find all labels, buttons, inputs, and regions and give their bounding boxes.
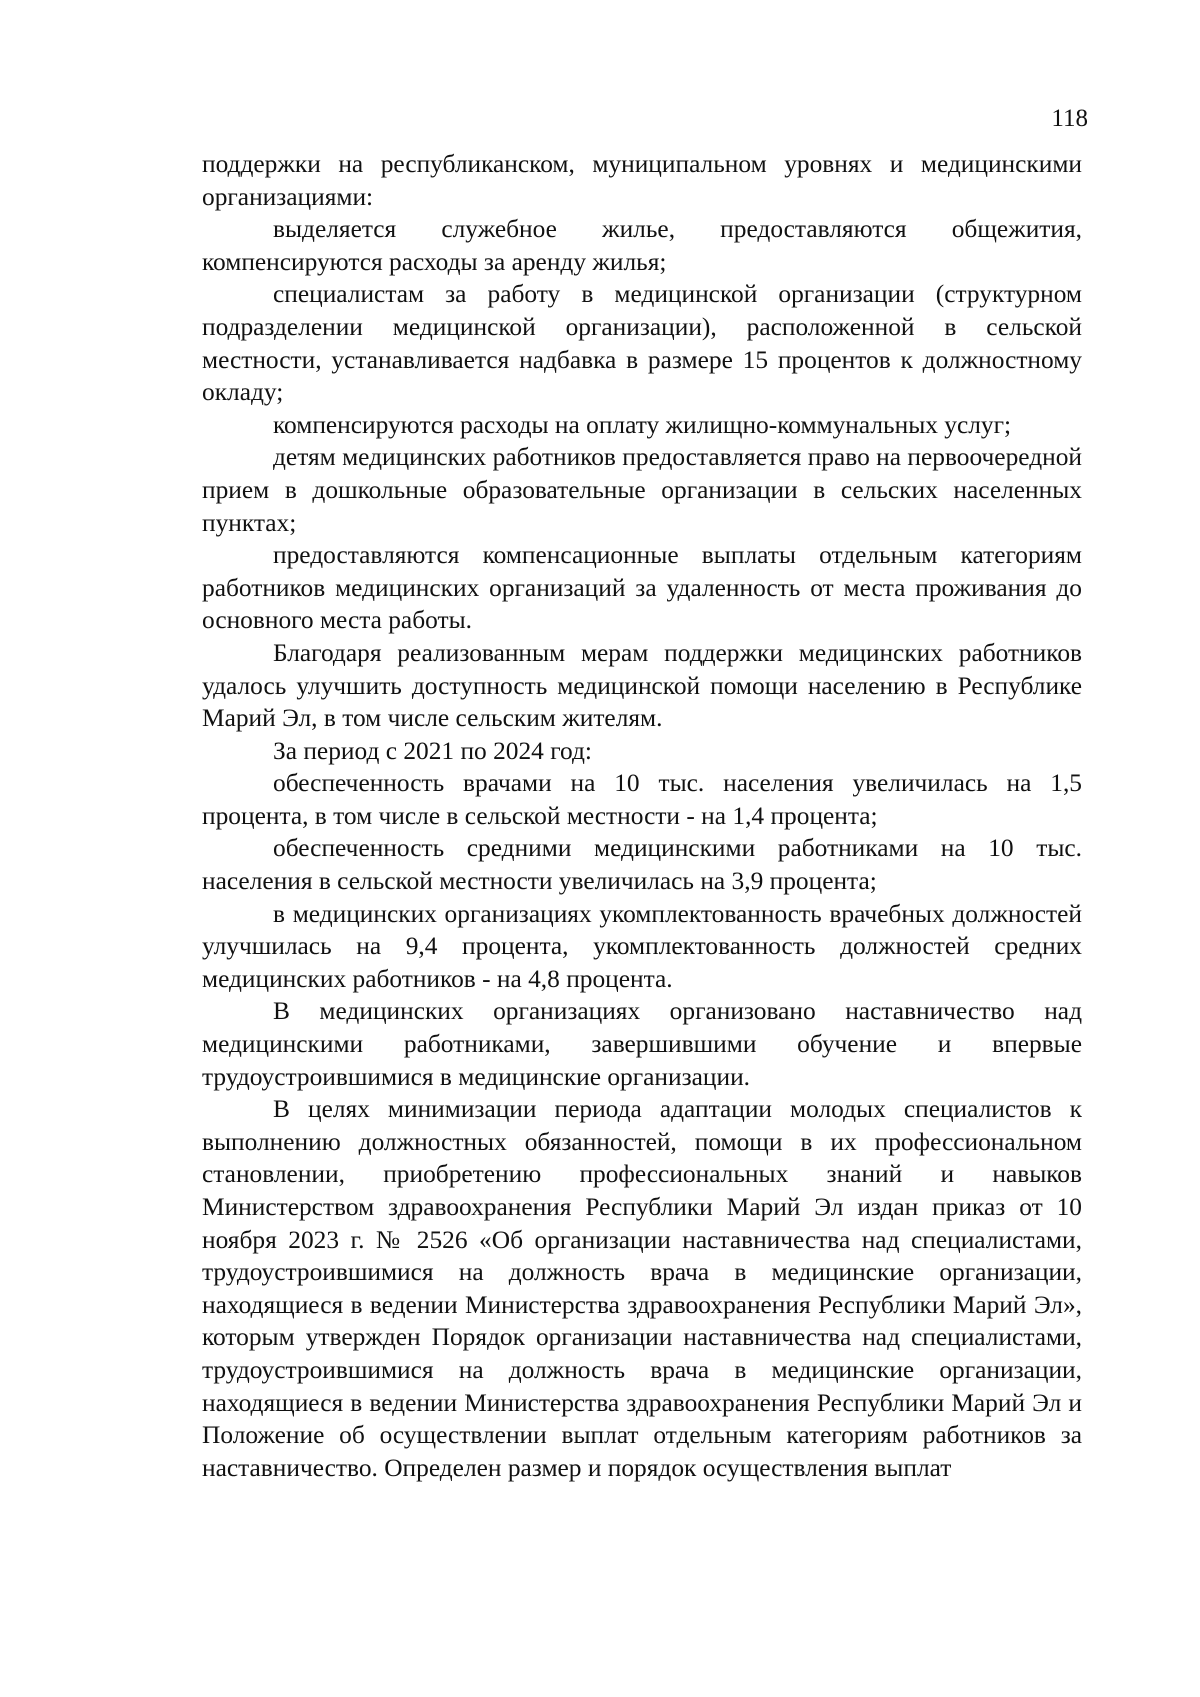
paragraph: Благодаря реализованным мерам поддержки медицинских работников удалось улучшить доступность медицинской помощи населению в Республике Марий Эл, в том числе сельским жителям. bbox=[202, 638, 1082, 733]
paragraph: выделяется служебное жилье, предоставляются общежития, компенсируются расходы за аренду жилья; bbox=[202, 215, 1082, 276]
paragraph: предоставляются компенсационные выплаты отдельным категориям работников медицинских организаций за удаленность от места проживания до основного места работы. bbox=[202, 541, 1082, 635]
paragraph: В целях минимизации периода адаптации молодых специалистов к выполнению должностных обязанностей, помощи в их профессиональном становлении, приобретению профессиональных знаний и навыков Министерством здравоохранения Республики Марий Эл издан приказ от 10 ноября 2023 г. № 2526 «Об организации наставничества над специалистами, трудоустроившимися на должность врача в медицинские организации, находящиеся в ведении Министерства здравоохранения Республики Марий Эл», которым утвержден Порядок организации наставничества над специалистами, трудоустроившимися на должность врача в медицинские организации, находящиеся в ведении Министерства здравоохранения Республики Марий Эл и Положение об осуществлении выплат отдельным категориям работников за наставничество. Определен размер и порядок осуществления выплат bbox=[202, 1095, 1082, 1482]
page-number: 118 bbox=[1051, 105, 1088, 132]
body-text bbox=[202, 148, 1082, 1484]
paragraph: специалистам за работу в медицинской организации (структурном подразделении медицинской организации), расположенной в сельской местности, устанавливается надбавка в размере 15 процентов к должностному окладу; bbox=[202, 280, 1082, 407]
paragraph: За период с 2021 по 2024 год: bbox=[273, 736, 592, 765]
paragraph: в медицинских организациях укомплектованность врачебных должностей улучшилась на 9,4 процента, укомплектованность должностей средних медицинских работников - на 4,8 процента. bbox=[202, 899, 1082, 993]
paragraph: В медицинских организациях организовано наставничество над медицинскими работниками, завершившими обучение и впервые трудоустроившимися в медицинские организации. bbox=[202, 997, 1082, 1091]
paragraph: обеспеченность врачами на 10 тыс. населения увеличилась на 1,5 процента, в том числе в сельской местности - на 1,4 процента; bbox=[202, 769, 1082, 830]
paragraph: поддержки на республиканском, муниципальном уровнях и медицинскими организациями: bbox=[202, 150, 1082, 211]
paragraph: компенсируются расходы на оплату жилищно-коммунальных услуг; bbox=[273, 410, 1012, 439]
paragraph: детям медицинских работников предоставляется право на первоочередной прием в дошкольные образовательные организации в сельских населенных пунктах; bbox=[202, 443, 1082, 537]
paragraph: обеспеченность средними медицинскими работниками на 10 тыс. населения в сельской местности увеличилась на 3,9 процента; bbox=[202, 834, 1082, 896]
